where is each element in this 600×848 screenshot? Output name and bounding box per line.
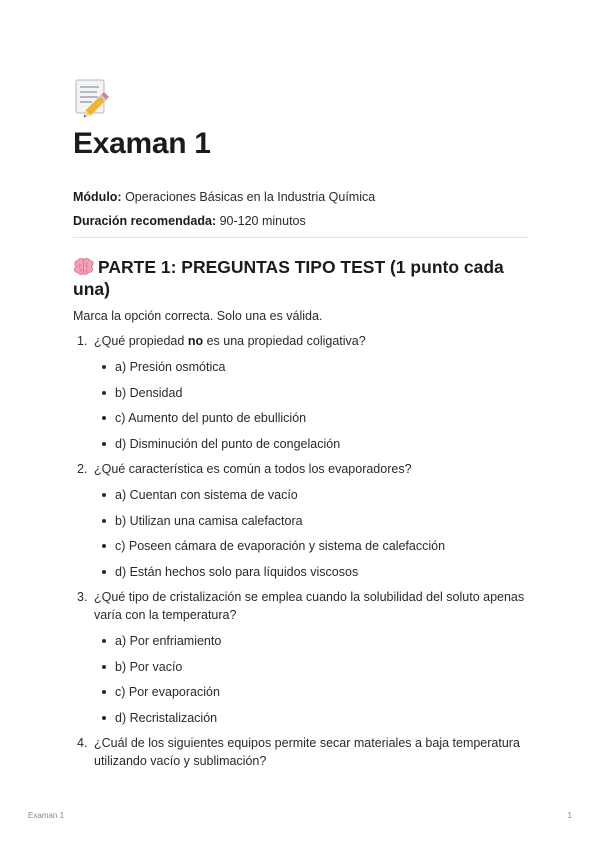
option-list (94, 486, 528, 581)
module-line (73, 189, 528, 205)
bullet-icon (102, 690, 106, 694)
answer-option: b) Utilizan una camisa calefactora (94, 512, 528, 530)
bullet-icon (102, 639, 106, 643)
answer-option: d) Disminución del punto de congelación (94, 435, 528, 453)
module-value: Operaciones Básicas en la Industria Química (125, 190, 376, 204)
question-number: 4. (77, 736, 88, 750)
question-item (73, 734, 528, 770)
divider (73, 237, 528, 238)
footer-document-title: Examan 1 (28, 811, 65, 820)
question-text: ¿Qué tipo de cristalización se emplea cuando la solubilidad del soluto apenas varía con la temperatura? (94, 590, 525, 622)
section-title-text: PARTE 1: PREGUNTAS TIPO TEST (1 punto cada una) (73, 257, 504, 299)
question-text: ¿Qué característica es común a todos los evaporadores? (94, 462, 412, 476)
answer-option: a) Por enfriamiento (94, 632, 528, 650)
question-text: ¿Cuál de los siguientes equipos permite secar materiales a baja temperatura utilizando vacío y sublimación? (94, 736, 520, 768)
answer-option: b) Por vacío (94, 658, 528, 676)
option-list (94, 358, 528, 453)
duration-value: 90-120 minutos (219, 214, 306, 228)
bullet-icon (102, 519, 106, 523)
bullet-icon (102, 391, 106, 395)
duration-label: Duración recomendada: (73, 214, 217, 228)
bullet-icon (102, 570, 106, 574)
exam-metadata (73, 189, 528, 229)
document-page (73, 78, 528, 776)
brain-icon (73, 258, 94, 275)
bullet-icon (102, 544, 106, 548)
bullet-icon (102, 493, 106, 497)
question-item (73, 460, 528, 581)
answer-option: a) Presión osmótica (94, 358, 528, 376)
emphasis-no: no (187, 334, 204, 348)
question-text: ¿Qué propiedad no es una propiedad coligativa? (94, 334, 366, 348)
bullet-icon (102, 365, 106, 369)
answer-option: c) Poseen cámara de evaporación y sistema de calefacción (94, 537, 528, 555)
answer-option: d) Recristalización (94, 709, 528, 727)
memo-pencil-icon (73, 78, 113, 118)
section-instructions: Marca la opción correcta. Solo una es válida. (73, 309, 323, 323)
page-title: Examan 1 (73, 127, 211, 160)
question-item (73, 332, 528, 453)
module-label: Módulo: (73, 190, 122, 204)
answer-option: b) Densidad (94, 384, 528, 402)
answer-option: c) Aumento del punto de ebullición (94, 409, 528, 427)
question-number: 1. (77, 334, 88, 348)
question-number: 2. (77, 462, 88, 476)
bullet-icon (102, 665, 106, 669)
question-item (73, 588, 528, 727)
bullet-icon (102, 416, 106, 420)
bullet-icon (102, 442, 106, 446)
answer-option: a) Cuentan con sistema de vacío (94, 486, 528, 504)
option-list (94, 632, 528, 727)
answer-option: c) Por evaporación (94, 683, 528, 701)
question-list (73, 332, 528, 770)
bullet-icon (102, 716, 106, 720)
answer-option: d) Están hechos solo para líquidos viscosos (94, 563, 528, 581)
footer-page-number: 1 (567, 811, 572, 820)
duration-line (73, 213, 528, 229)
section-heading (73, 256, 528, 300)
question-number: 3. (77, 590, 88, 604)
